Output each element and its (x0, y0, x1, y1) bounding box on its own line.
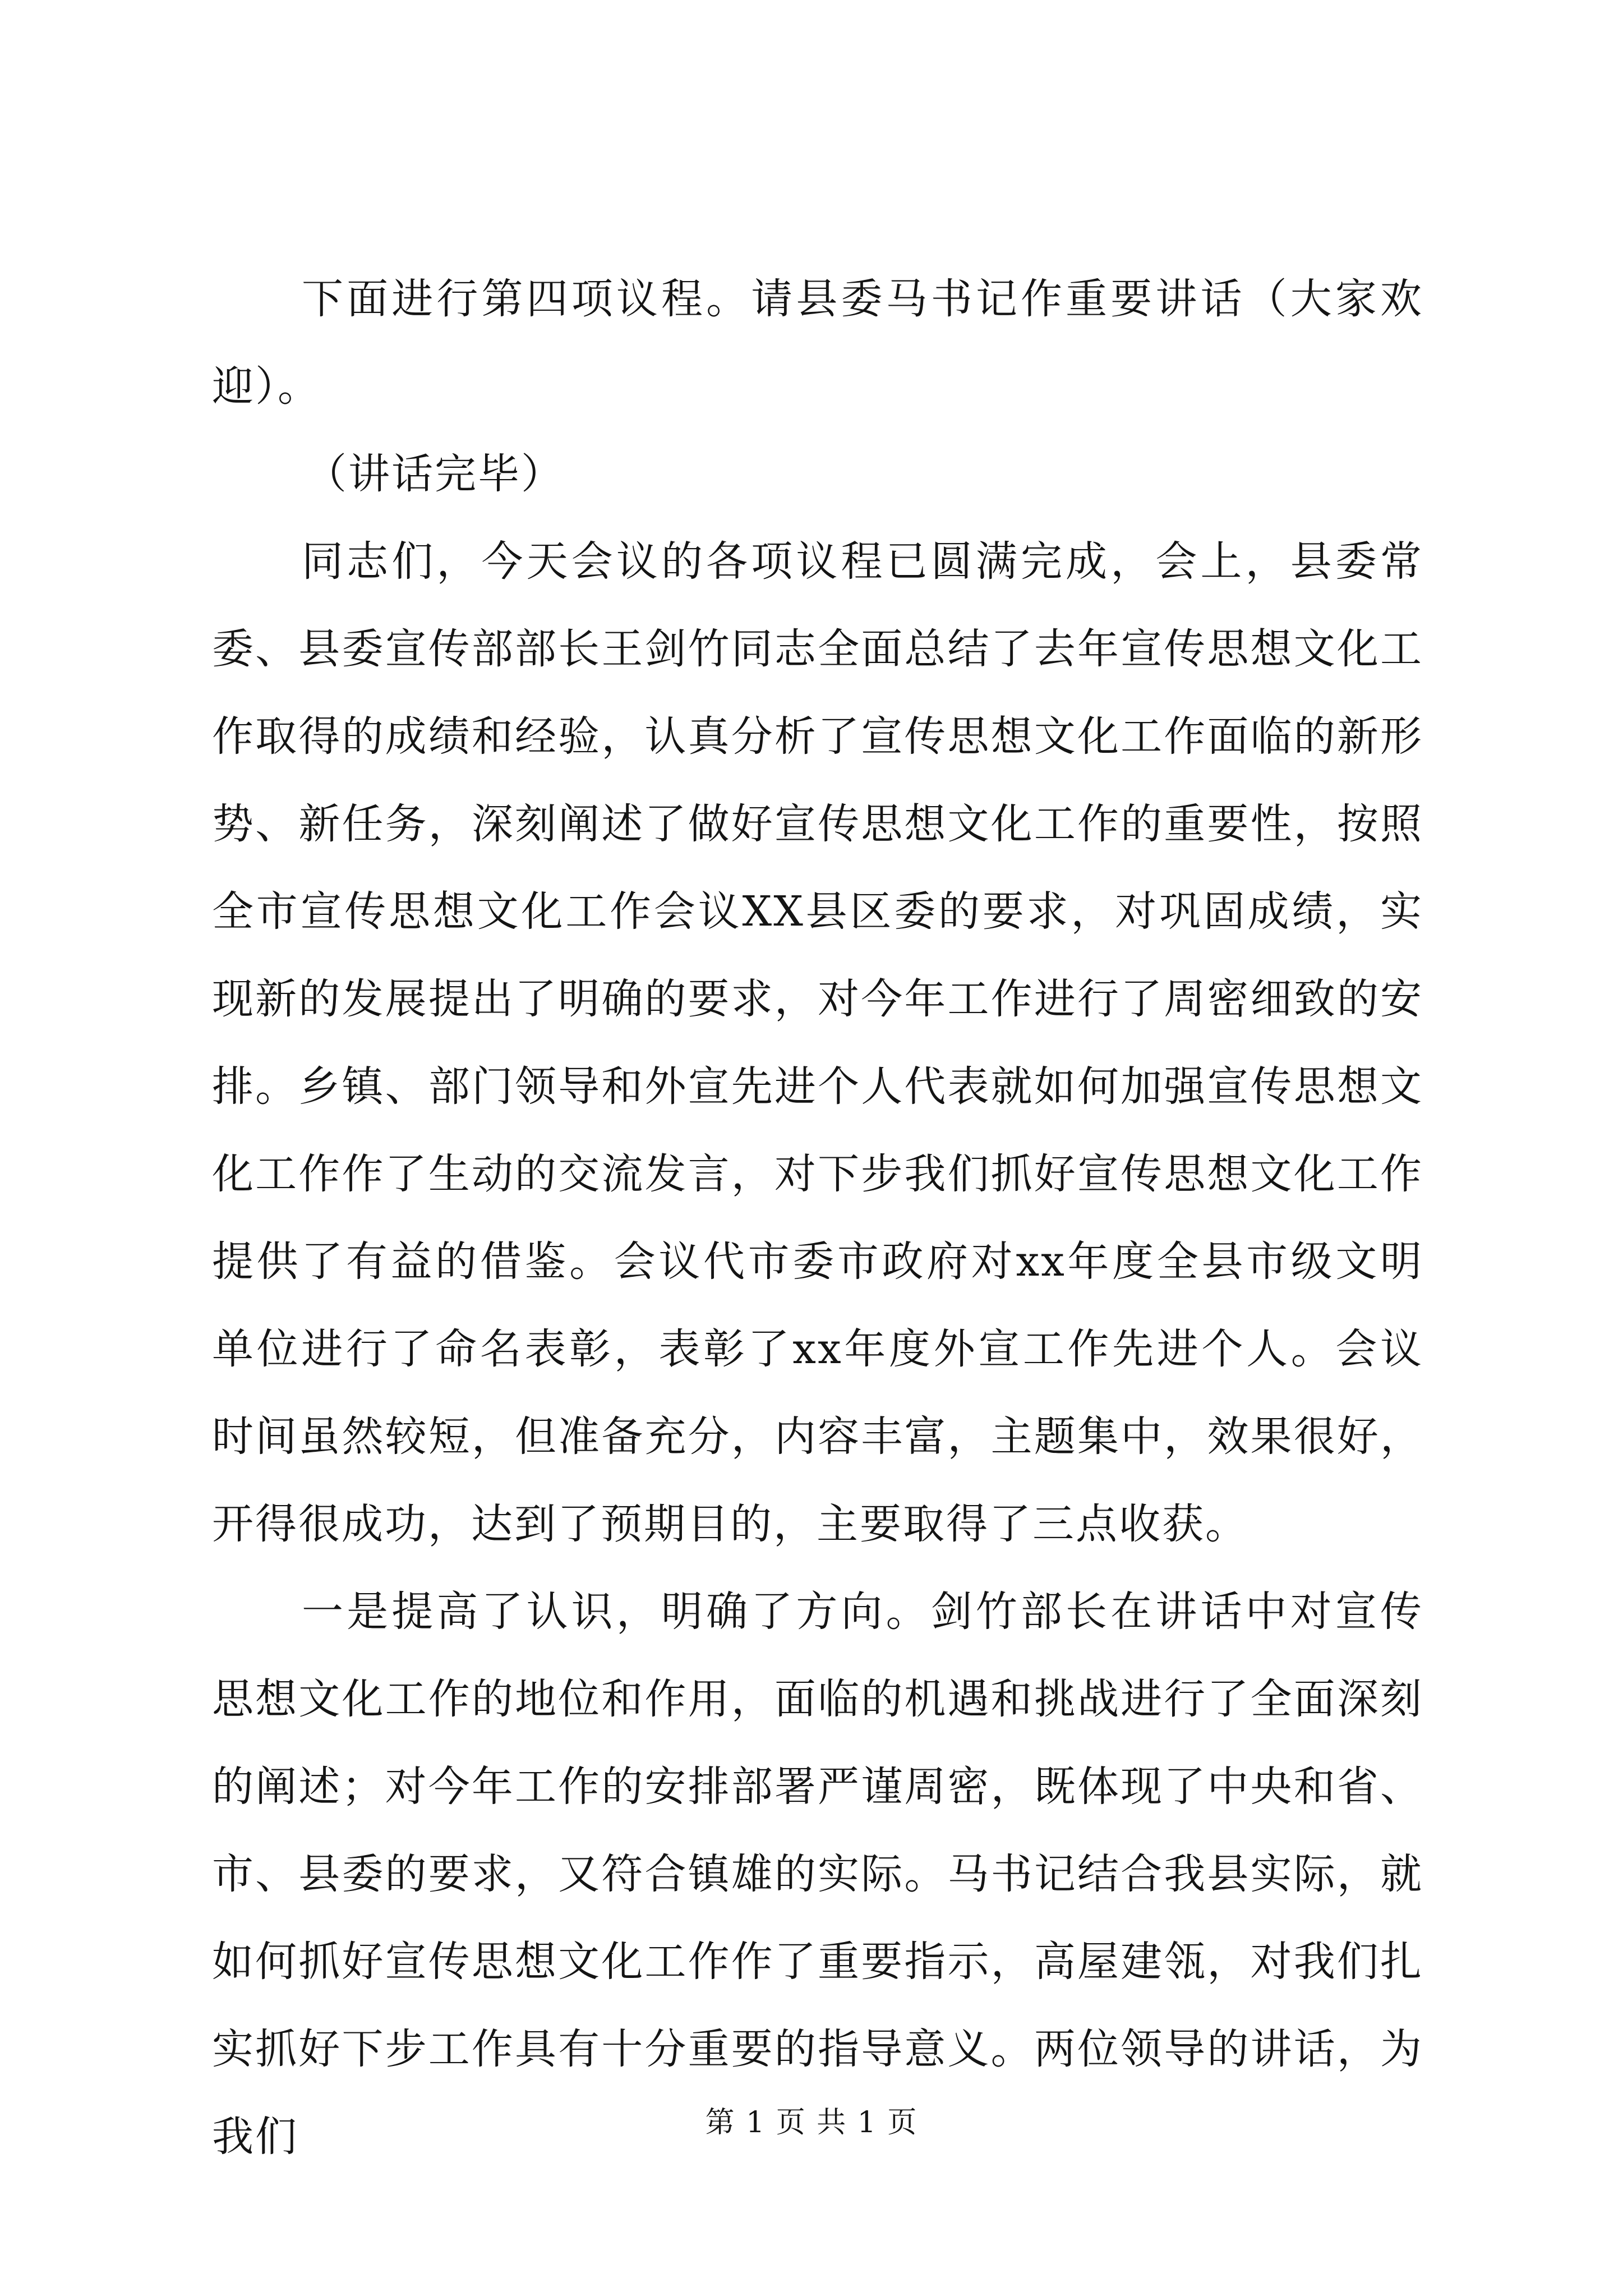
paragraph-agenda-item: 下面进行第四项议程。请县委马书记作重要讲话（大家欢迎）。 (212, 275, 1423, 411)
page-footer: 第 1 页 共 1 页 (705, 2106, 918, 2139)
paragraph-first-point: 一是提高了认识，明确了方向。剑竹部长在讲话中对宣传思想文化工作的地位和作用，面临的机遇和挑战进行了全面深刻的阐述；对今年工作的安排部署严谨周密，既体现了中央和省、市、县委的要求，又符合镇雄的实际。马书记结合我县实际，就如何抓好宣传思想文化工作作了重要指示，高屋建瓴，对我们扎实抓好下步工作具有十分重要的指导意义。两位领导的讲话，为我们 (212, 1588, 1423, 2161)
paragraph-summary: 同志们，今天会议的各项议程已圆满完成，会上，县委常委、县委宣传部部长王剑竹同志全面总结了去年宣传思想文化工作取得的成绩和经验，认真分析了宣传思想文化工作面临的新形势、新任务，深刻阐述了做好宣传思想文化工作的重要性，按照全市宣传思想文化工作会议XX县区委的要求，对巩固成绩，实现新的发展提出了明确的要求，对今年工作进行了周密细致的安排。乡镇、部门领导和外宣先进个人代表就如何加强宣传思想文化工作作了生动的交流发言，对下步我们抓好宣传思想文化工作提供了有益的借鉴。会议代市委市政府对xx年度全县市级文明单位进行了命名表彰，表彰了xx年度外宣工作先进个人。会议时间虽然较短，但准备充分，内容丰富，主题集中，效果很好，开得很成功，达到了预期目的，主要取得了三点收获。 (212, 537, 1423, 1548)
paragraph-speech-note: （讲话完毕） (305, 450, 564, 498)
document-body (212, 255, 1423, 2180)
